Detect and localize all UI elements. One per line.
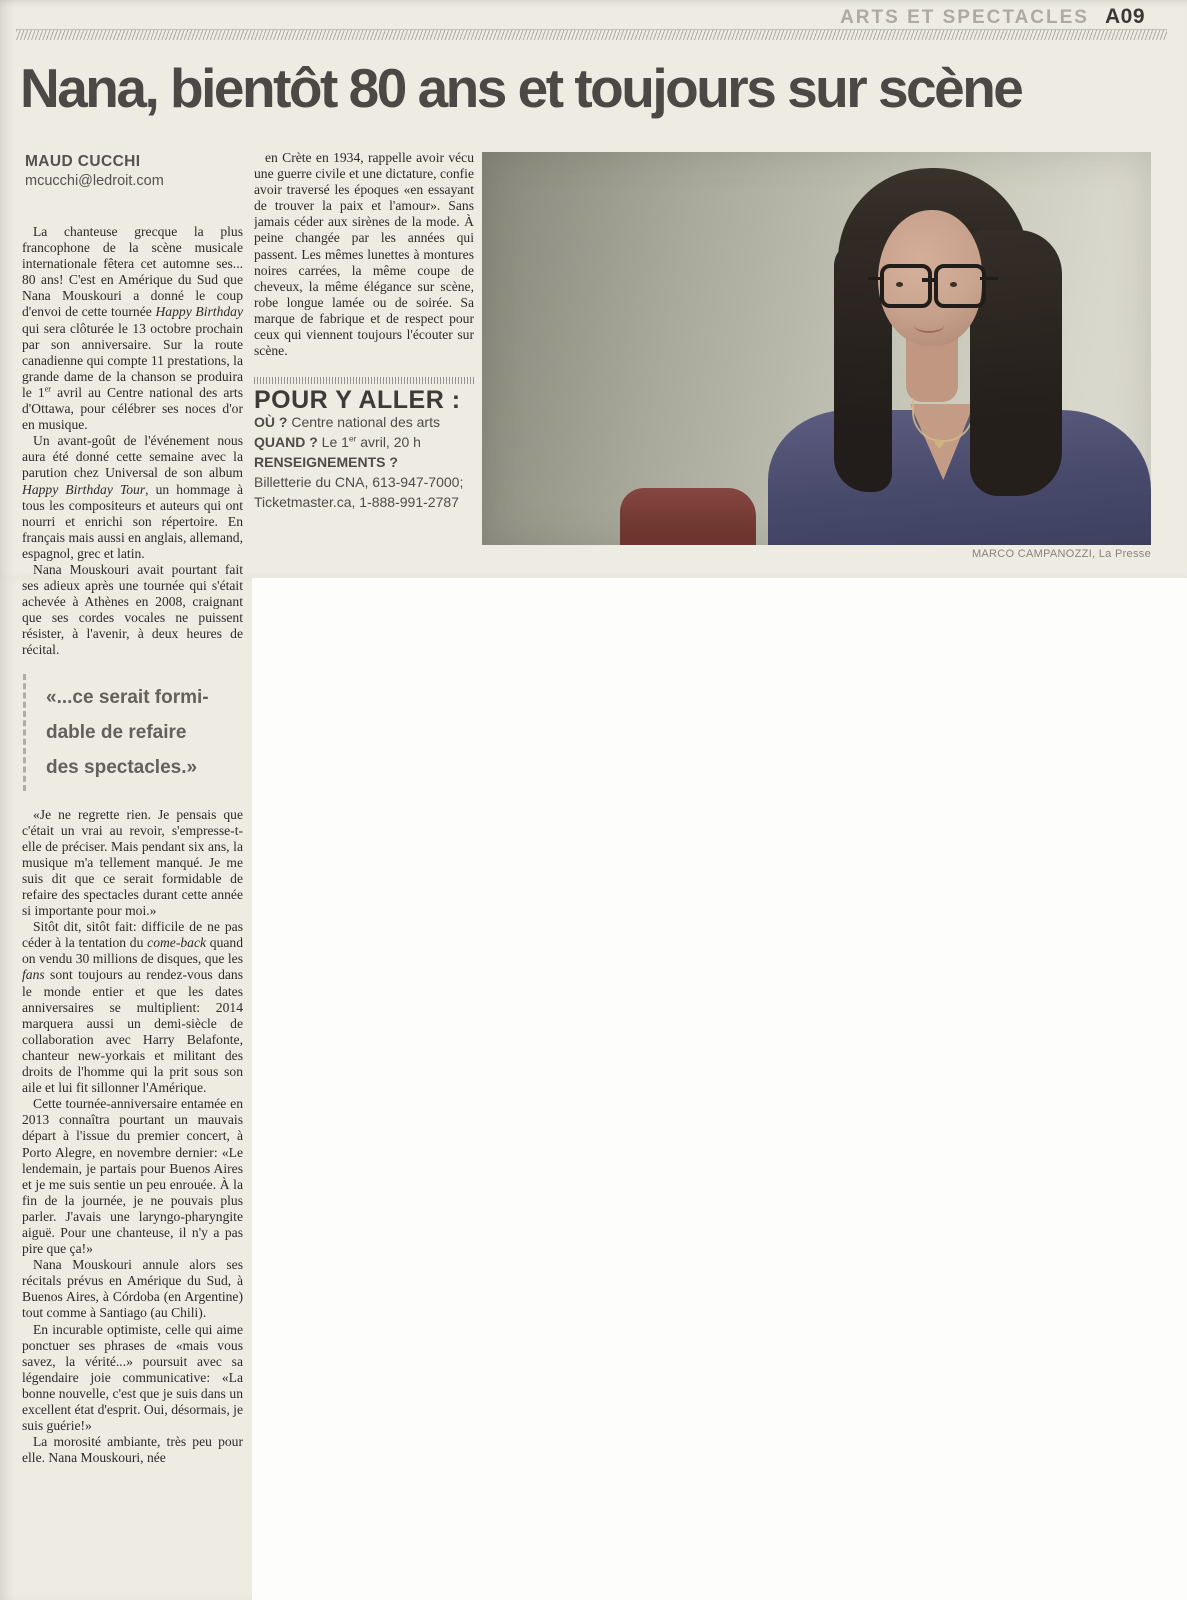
- photo-glasses-bridge: [922, 278, 936, 282]
- paragraph: Sitôt dit, sitôt fait: difficile de ne pas céder à la tentation du come-back quand on vendu 30 millions de disques, que les fans sont toujours au rendez-vous dans le monde entier et que les dates anniversaires se multiplient: 2014 marquera aussi un demi-siècle de collaboration avec Harry Belafonte, chanteur new-yorkais et militant des droits de l'homme qui la prit sous son aile et lui fit sillonner l'Amérique.: [22, 919, 243, 1096]
- byline: [25, 153, 164, 189]
- byline-email: mcucchi@ledroit.com: [25, 173, 164, 189]
- photo-eye-right: [950, 282, 957, 287]
- article-column-2: [254, 150, 474, 578]
- infobox-when: QUAND ? Le 1er avril, 20 h: [254, 433, 421, 451]
- pull-quote-line: «...ce serait formi-: [46, 686, 209, 708]
- photo-glasses-temple-left: [868, 277, 882, 280]
- paragraph: La chanteuse grecque la plus francophone de la scène musicale internationale fêtera cet automne ses... 80 ans! C'est en Amérique du Sud que Nana Mouskouri a donné le coup d'envoi de cette tournée Happy Birthday qui sera clôturée le 13 octobre prochain par son anniversaire. Sur la route canadienne qui compte 11 prestations, la grande dame de la chanson se produira le 1er avril au Centre national des arts d'Ottawa, pour célébrer ses noces d'or en musique.: [22, 224, 243, 433]
- photo-credit: MARCO CAMPANOZZI, La Presse: [971, 548, 1151, 560]
- section-label: ARTS ET SPECTACLES: [840, 7, 1089, 28]
- paragraph: En incurable optimiste, celle qui aime ponctuer ses phrases de «mais vous savez, la vérité...» poursuit avec sa légendaire joie communicative: «La bonne nouvelle, c'est que je suis dans un excellent état d'esprit. Oui, désormais, je suis guérie!»: [22, 1321, 243, 1434]
- pull-quote: [23, 674, 243, 791]
- infobox-pour-y-aller: [254, 377, 474, 512]
- pull-quote-line: des spectacles.»: [46, 756, 198, 778]
- infobox-title: POUR Y ALLER :: [254, 386, 461, 415]
- paragraph: Un avant-goût de l'événement nous aura été donné cette semaine avec la parution chez Universal de son album Happy Birthday Tour, un hommage à tous les compositeurs et auteurs qui ont nourri et enrichi son répertoire. En français mais aussi en anglais, allemand, espagnol, grec et latin.: [22, 433, 243, 561]
- article-photo: [482, 152, 1151, 545]
- infobox-contact: Billetterie du CNA, 613-947-7000; Ticketmaster.ca, 1-888-991-2787: [254, 474, 464, 511]
- pull-quote-line: dable de refaire: [46, 721, 187, 743]
- photo-red-chair-shape: [620, 488, 756, 545]
- hatched-divider-top: [16, 29, 1167, 40]
- paragraph: La morosité ambiante, très peu pour elle. Nana Mouskouri, née: [22, 1434, 243, 1466]
- photo-heart-pendant: ♥: [934, 438, 945, 452]
- infobox-renseignements-label: RENSEIGNEMENTS ?: [254, 454, 398, 471]
- paragraph: en Crète en 1934, rappelle avoir vécu une guerre civile et une dictature, confie avoir traversé les époques «en essayant de trouver la paix et l'amour». Sans jamais céder aux sirènes de la mode. À peine changée par les années qui passent. Les mêmes lunettes à montures noires carrées, la même coupe de cheveux, la même élégance sur scène, robe longue lamée ou de soirée. Sa marque de fabrique et de respect pour ceux qui viennent toujours l'écouter sur scène.: [254, 150, 474, 359]
- photo-glasses-left-lens: [880, 264, 932, 308]
- paragraph: «Je ne regrette rien. Je pensais que c'était un vrai au revoir, s'empresse-t-elle de préciser. Mais pendant six ans, la musique m'a tellement manqué. Je me suis dit que ce serait formidable de refaire des spectacles durant cette année si importante pour moi.»: [22, 806, 243, 919]
- headline: Nana, bientôt 80 ans et toujours sur scène: [20, 57, 1022, 119]
- byline-author: MAUD CUCCHI: [25, 153, 141, 170]
- page-number: A09: [1104, 5, 1145, 28]
- photo-glasses-temple-right: [980, 277, 998, 280]
- photo-smile-shape: [914, 318, 944, 333]
- photo-glasses-right-lens: [934, 264, 986, 308]
- hatched-divider-infobox: [254, 377, 474, 384]
- paragraph: Cette tournée-anniversaire entamée en 2013 connaîtra pourtant un mauvais départ à l'issue du premier concert, à Porto Alegre, en novembre dernier: «Le lendemain, je partais pour Buenos Aires et je me suis sentie un peu enrouée. À la fin de la journée, je ne pouvais plus parler. J'avais une laryngo-pharyngite aiguë. Pour une chanteuse, il n'y a pas pire que ça!»: [22, 1096, 243, 1257]
- photo-eye-left: [896, 282, 903, 287]
- paragraph: Nana Mouskouri avait pourtant fait ses adieux après une tournée qui s'était achevée à Athènes en 2008, craignant que ses cordes vocales ne puissent résister, à l'avenir, à deux heures de récital.: [22, 561, 243, 658]
- article-column-1: [22, 224, 243, 1596]
- paragraph: Nana Mouskouri annule alors ses récitals prévus en Amérique du Sud, à Buenos Aires, à Córdoba (en Argentine) tout comme à Santiago (au Chili).: [22, 1257, 243, 1321]
- infobox-where: OÙ ? Centre national des arts: [254, 414, 440, 431]
- section-header: [840, 5, 1145, 29]
